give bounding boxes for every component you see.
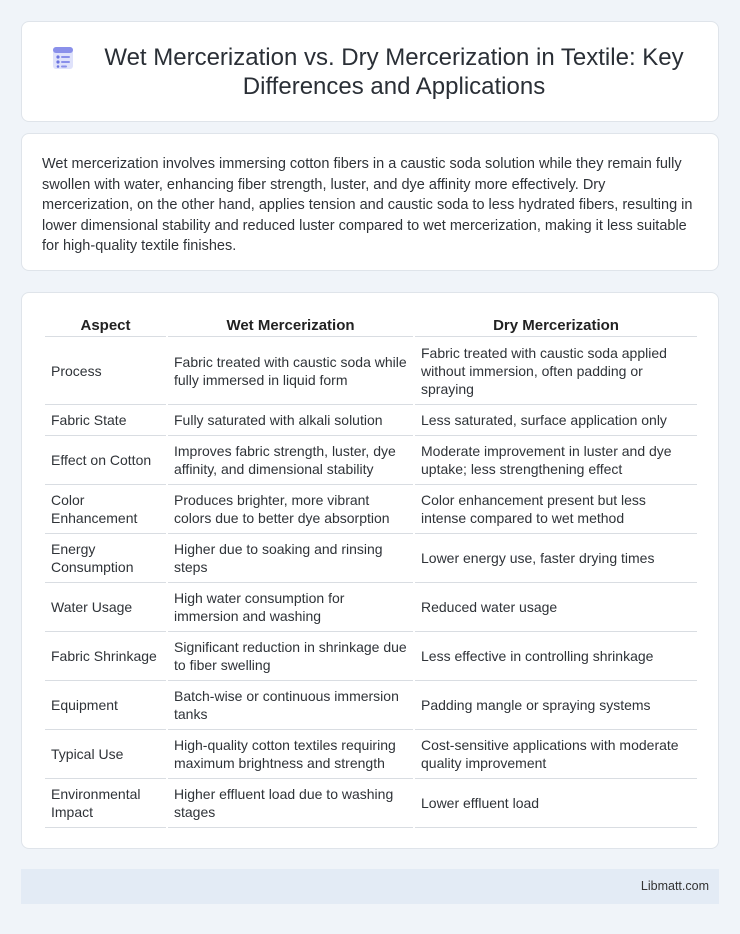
column-header-dry: Dry Mercerization [415,314,697,337]
cell-dry: Lower effluent load [415,779,697,828]
comparison-table [43,314,699,828]
cell-aspect: Fabric Shrinkage [45,632,166,681]
cell-dry: Moderate improvement in luster and dye uptake; less strengthening effect [415,436,697,485]
cell-aspect: Typical Use [45,730,166,779]
comparison-table-card [21,292,719,849]
cell-dry: Padding mangle or spraying systems [415,681,697,730]
cell-wet: Higher effluent load due to washing stages [168,779,413,828]
cell-dry: Reduced water usage [415,583,697,632]
cell-wet: Fully saturated with alkali solution [168,405,413,436]
table-header-row [45,314,697,337]
cell-aspect: Fabric State [45,405,166,436]
table-row [45,436,697,485]
table-row [45,779,697,828]
table-row [45,405,697,436]
table-row [45,337,697,405]
cell-aspect: Environmental Impact [45,779,166,828]
cell-aspect: Water Usage [45,583,166,632]
footer-brand-link[interactable]: Libmatt.com [640,879,709,893]
cell-aspect: Color Enhancement [45,485,166,534]
header-card [21,21,719,122]
cell-dry: Color enhancement present but less intense compared to wet method [415,485,697,534]
cell-wet: Higher due to soaking and rinsing steps [168,534,413,583]
page-title: Wet Mercerization vs. Dry Mercerization in Textile: Key Differences and Applications [104,43,684,100]
cell-dry: Less saturated, surface application only [415,405,697,436]
table-row [45,534,697,583]
cell-wet: Produces brighter, more vibrant colors due to better dye absorption [168,485,413,534]
table-row [45,632,697,681]
cell-aspect: Equipment [45,681,166,730]
cell-dry: Lower energy use, faster drying times [415,534,697,583]
cell-wet: Batch-wise or continuous immersion tanks [168,681,413,730]
table-row [45,730,697,779]
document-list-icon [50,45,76,71]
cell-wet: Improves fabric strength, luster, dye affinity, and dimensional stability [168,436,413,485]
cell-aspect: Effect on Cotton [45,436,166,485]
table-row [45,681,697,730]
cell-wet: High-quality cotton textiles requiring maximum brightness and strength [168,730,413,779]
cell-dry: Less effective in controlling shrinkage [415,632,697,681]
table-row [45,583,697,632]
footer [21,869,719,904]
cell-wet: Fabric treated with caustic soda while fully immersed in liquid form [168,337,413,405]
cell-aspect: Energy Consumption [45,534,166,583]
cell-wet: High water consumption for immersion and washing [168,583,413,632]
cell-dry: Fabric treated with caustic soda applied without immersion, often padding or spraying [415,337,697,405]
intro-paragraph: Wet mercerization involves immersing cotton fibers in a caustic soda solution while they remain fully swollen with water, enhancing fiber strength, luster, and dye affinity more effectively. Dry mercerization, on the other hand, applies tension and caustic soda to less hydrated fibers, resulting in lower dimensional stability and reduced luster compared to wet mercerization, making it less suitable for high-quality textile finishes. [42,156,693,254]
column-header-wet: Wet Mercerization [168,314,413,337]
table-row [45,485,697,534]
intro-card [21,133,719,271]
column-header-aspect: Aspect [45,314,166,337]
cell-dry: Cost-sensitive applications with moderate quality improvement [415,730,697,779]
cell-aspect: Process [45,337,166,405]
cell-wet: Significant reduction in shrinkage due to fiber swelling [168,632,413,681]
